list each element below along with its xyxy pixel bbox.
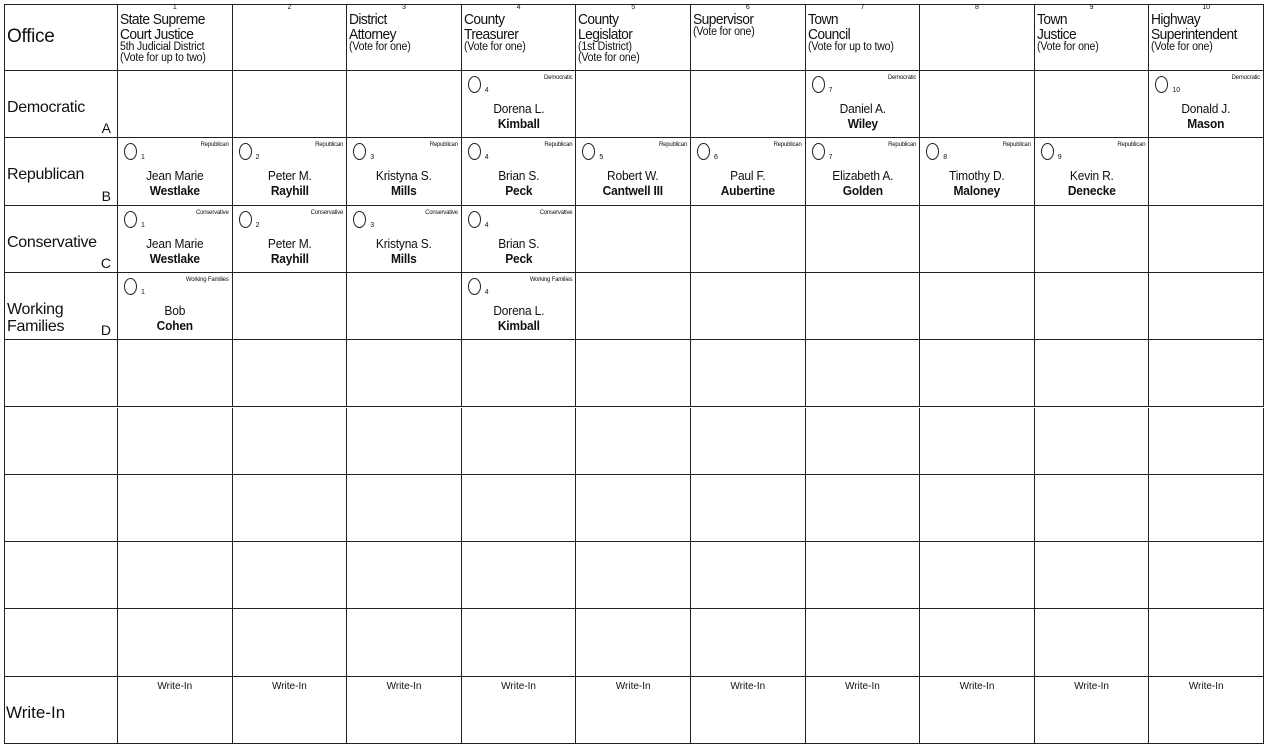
vote-oval[interactable] [239, 211, 252, 228]
empty-cell [1035, 206, 1150, 273]
candidate-last-name: Cantwell III [603, 183, 664, 199]
party-letter: C [100, 254, 111, 271]
candidate-first-name: Robert W. [607, 168, 659, 184]
candidate-cell[interactable] [233, 206, 348, 273]
candidate-first-name: Paul F. [730, 168, 766, 184]
write-in-cell[interactable] [1149, 677, 1264, 744]
empty-cell [347, 542, 462, 609]
office-subtitle-line: (Vote for up to two) [120, 52, 206, 64]
column-number: 9 [1057, 154, 1062, 162]
column-number: 5 [599, 154, 604, 162]
party-label: Republican [200, 142, 229, 149]
empty-cell [347, 475, 462, 542]
empty-cell [691, 206, 806, 273]
empty-cell [347, 408, 462, 475]
empty-cell [576, 609, 691, 676]
candidate-first-name: Daniel A. [839, 101, 886, 116]
party-label: Republican [429, 142, 458, 149]
empty-cell [118, 475, 233, 542]
empty-cell [920, 206, 1035, 273]
candidate-cell[interactable] [806, 138, 921, 205]
party-label: Republican [315, 142, 344, 149]
empty-cell [1035, 340, 1150, 407]
office-title-line: Superintendent [1151, 26, 1238, 43]
column-number: 9 [1089, 4, 1094, 11]
candidate-last-name: Mills [391, 183, 417, 199]
empty-cell [576, 542, 691, 609]
candidate-cell[interactable] [462, 206, 577, 273]
empty-cell [1035, 273, 1150, 340]
column-number: 4 [484, 154, 489, 162]
empty-cell [347, 609, 462, 676]
office-title-line: Court Justice [120, 26, 194, 43]
vote-oval[interactable] [468, 143, 481, 160]
office-title-line: County [463, 11, 505, 28]
empty-cell [920, 340, 1035, 407]
write-in-row-label [4, 677, 118, 744]
empty-cell [576, 71, 691, 138]
office-subtitle-line: (Vote for one) [349, 41, 411, 53]
vote-oval[interactable] [1155, 76, 1168, 93]
vote-oval[interactable] [1041, 143, 1054, 160]
empty-cell [233, 609, 348, 676]
vote-oval[interactable] [124, 211, 137, 228]
empty-cell [920, 408, 1035, 475]
vote-oval[interactable] [468, 76, 481, 93]
party-label: Republican [1117, 142, 1146, 149]
vote-oval[interactable] [812, 76, 825, 93]
office-title-line: Treasurer [463, 26, 519, 43]
empty-cell [806, 475, 921, 542]
column-number: 6 [745, 4, 750, 11]
empty-row-label [4, 408, 118, 475]
candidate-cell[interactable] [691, 138, 806, 205]
column-number: 3 [370, 221, 375, 229]
column-header-1 [118, 4, 233, 71]
empty-cell [920, 71, 1035, 138]
write-in-label: Write-In [157, 680, 193, 692]
column-header-4 [462, 4, 577, 71]
empty-cell [691, 408, 806, 475]
empty-row-label [4, 609, 118, 676]
candidate-cell[interactable] [462, 71, 577, 138]
column-number: 4 [484, 288, 489, 296]
column-number: 5 [631, 4, 636, 11]
office-title-line: Justice [1036, 26, 1076, 43]
empty-cell [920, 609, 1035, 676]
office-title-line: Supervisor [693, 11, 754, 28]
ballot [4, 4, 1264, 744]
office-subtitle-line: (1st District) [578, 41, 633, 53]
empty-cell [1035, 609, 1150, 676]
empty-cell [347, 273, 462, 340]
candidate-last-name: Mason [1187, 116, 1225, 131]
office-title-line: Town [807, 11, 838, 28]
candidate-last-name: Mills [391, 250, 417, 266]
office-title-block [578, 12, 679, 64]
column-number: 1 [141, 154, 145, 162]
empty-cell [233, 408, 348, 475]
candidate-last-name: Golden [842, 183, 883, 199]
candidate-first-name: Bob [164, 302, 186, 318]
column-number: 2 [287, 4, 292, 11]
empty-cell [576, 340, 691, 407]
party-label: Conservative [310, 209, 344, 216]
column-number: 2 [255, 221, 260, 229]
candidate-cell[interactable] [806, 71, 921, 138]
office-subtitle-line: (Vote for up to two) [807, 41, 894, 53]
party-label: Republican [658, 142, 687, 149]
column-header-3 [347, 4, 462, 71]
write-in-cell[interactable] [576, 677, 691, 744]
candidate-cell[interactable] [1035, 138, 1150, 205]
vote-oval[interactable] [124, 143, 137, 160]
write-in-label: Write-In [730, 680, 766, 692]
party-name: Working Families [7, 300, 65, 335]
column-number: 8 [975, 4, 979, 11]
candidate-last-name: Kimball [497, 317, 540, 333]
candidate-first-name: Jean Marie [146, 235, 204, 251]
empty-cell [1149, 206, 1264, 273]
write-in-cell[interactable] [462, 677, 577, 744]
candidate-first-name: Brian S. [498, 235, 540, 251]
candidate-first-name: Kevin R. [1069, 168, 1114, 184]
column-number: 1 [172, 4, 177, 11]
column-number: 8 [943, 154, 948, 162]
empty-cell [1035, 408, 1150, 475]
party-label: Democratic [1231, 75, 1260, 81]
candidate-last-name: Denecke [1067, 183, 1116, 199]
office-subtitle-line: (Vote for one) [463, 41, 526, 53]
write-in-title: Write-In [6, 702, 66, 722]
empty-cell [691, 71, 806, 138]
write-in-label: Write-In [615, 680, 651, 692]
candidate-last-name: Peck [504, 183, 533, 199]
candidate-first-name: Peter M. [267, 235, 312, 251]
candidate-first-name: Timothy D. [949, 168, 1005, 184]
party-letter: A [101, 120, 111, 137]
empty-cell [462, 475, 577, 542]
party-row-label-b [4, 138, 118, 205]
office-title-line: County [578, 11, 619, 28]
empty-cell [920, 273, 1035, 340]
write-in-label: Write-In [386, 680, 422, 692]
party-name: Republican [7, 166, 85, 184]
party-label: Republican [888, 142, 917, 149]
candidate-first-name: Kristyna S. [376, 235, 432, 251]
vote-oval[interactable] [582, 143, 595, 160]
candidate-last-name: Kimball [497, 116, 540, 131]
write-in-label: Write-In [1074, 680, 1109, 692]
write-in-cell[interactable] [347, 677, 462, 744]
empty-cell [1149, 340, 1264, 407]
empty-cell [118, 340, 233, 407]
column-header-2 [233, 4, 348, 71]
party-label: Republican [773, 142, 802, 149]
party-name: Democratic [7, 99, 85, 116]
empty-cell [462, 408, 577, 475]
column-number: 4 [484, 221, 489, 229]
candidate-cell[interactable] [576, 138, 691, 205]
candidate-last-name: Westlake [149, 250, 200, 266]
candidate-cell[interactable] [118, 206, 233, 273]
candidate-cell[interactable] [118, 273, 233, 340]
column-number: 7 [860, 4, 865, 11]
write-in-cell[interactable] [920, 677, 1035, 744]
vote-oval[interactable] [697, 143, 710, 160]
empty-cell [462, 609, 577, 676]
party-row-label-d [4, 273, 118, 340]
office-title-block [120, 12, 221, 64]
candidate-cell[interactable] [347, 206, 462, 273]
office-subtitle-line: (Vote for one) [578, 52, 640, 64]
empty-cell [806, 408, 921, 475]
empty-cell [118, 71, 233, 138]
office-title-line: Legislator [578, 26, 633, 43]
office-subtitle-line: (Vote for one) [1151, 41, 1213, 53]
office-title-block [464, 12, 565, 53]
write-in-cell[interactable] [691, 677, 806, 744]
empty-cell [1035, 71, 1150, 138]
empty-cell [920, 475, 1035, 542]
empty-cell [347, 71, 462, 138]
party-label: Republican [1002, 142, 1031, 149]
empty-cell [233, 71, 348, 138]
column-header-5 [576, 4, 691, 71]
candidate-cell[interactable] [118, 138, 233, 205]
candidate-first-name: Dorena L. [493, 101, 545, 116]
candidate-cell[interactable] [462, 273, 577, 340]
office-subtitle-line: (Vote for one) [1036, 41, 1099, 53]
column-number: 3 [370, 154, 375, 162]
column-number: 1 [141, 221, 145, 229]
office-title-line: Highway [1151, 11, 1201, 28]
empty-row-label [4, 542, 118, 609]
column-number: 4 [516, 4, 521, 11]
empty-cell [691, 609, 806, 676]
candidate-first-name: Jean Marie [146, 168, 204, 184]
candidate-cell[interactable] [920, 138, 1035, 205]
party-name: Conservative [7, 233, 97, 251]
office-title-block [1037, 12, 1138, 53]
empty-cell [462, 542, 577, 609]
party-row-label-c [4, 206, 118, 273]
empty-cell [806, 542, 921, 609]
office-title-block [693, 12, 794, 38]
empty-cell [1149, 475, 1264, 542]
empty-row-label [4, 340, 118, 407]
empty-cell [118, 542, 233, 609]
candidate-last-name: Rayhill [270, 183, 309, 199]
candidate-last-name: Rayhill [270, 250, 309, 266]
write-in-cell[interactable] [1035, 677, 1150, 744]
office-title-block [349, 12, 450, 53]
empty-cell [233, 475, 348, 542]
empty-cell [347, 340, 462, 407]
column-number: 7 [828, 87, 833, 94]
party-label: Working Families [529, 276, 573, 283]
empty-cell [1149, 542, 1264, 609]
office-title-line: Attorney [349, 26, 397, 43]
column-number: 4 [484, 87, 489, 94]
candidate-first-name: Brian S. [498, 168, 540, 184]
column-header-7 [806, 4, 921, 71]
candidate-last-name: Peck [504, 250, 533, 266]
write-in-cell[interactable] [118, 677, 233, 744]
empty-cell [1035, 475, 1150, 542]
vote-oval[interactable] [353, 143, 366, 160]
column-header-8 [920, 4, 1035, 71]
empty-row-label [4, 475, 118, 542]
candidate-cell[interactable] [1149, 71, 1264, 138]
column-number: 1 [141, 288, 145, 296]
empty-cell [118, 609, 233, 676]
empty-cell [576, 475, 691, 542]
empty-cell [576, 273, 691, 340]
office-title-line: Town [1036, 11, 1067, 28]
candidate-cell[interactable] [462, 138, 577, 205]
empty-cell [806, 609, 921, 676]
candidate-first-name: Kristyna S. [376, 168, 432, 184]
write-in-label: Write-In [501, 680, 536, 692]
office-title-line: Council [807, 26, 850, 43]
empty-cell [462, 340, 577, 407]
empty-cell [1149, 408, 1264, 475]
party-label: Working Families [185, 276, 229, 283]
office-label: Office [7, 26, 55, 47]
empty-cell [576, 206, 691, 273]
empty-cell [118, 408, 233, 475]
party-label: Conservative [195, 209, 229, 216]
candidate-last-name: Cohen [156, 317, 193, 333]
vote-oval[interactable] [353, 211, 366, 228]
office-subtitle-line: 5th Judicial District [120, 41, 205, 53]
write-in-cell[interactable] [233, 677, 348, 744]
empty-cell [1149, 273, 1264, 340]
write-in-cell[interactable] [806, 677, 921, 744]
office-title-block [1151, 12, 1252, 53]
empty-cell [576, 408, 691, 475]
column-number: 3 [402, 4, 406, 11]
column-number: 10 [1202, 4, 1211, 11]
vote-oval[interactable] [124, 278, 137, 295]
vote-oval[interactable] [926, 143, 939, 160]
party-label: Republican [544, 142, 573, 149]
write-in-label: Write-In [959, 680, 995, 692]
empty-cell [1149, 138, 1264, 205]
vote-oval[interactable] [468, 211, 481, 228]
empty-cell [691, 340, 806, 407]
candidate-first-name: Elizabeth A. [831, 168, 893, 184]
candidate-last-name: Westlake [149, 183, 200, 199]
empty-cell [806, 273, 921, 340]
write-in-label: Write-In [844, 680, 880, 692]
office-title-line: State Supreme [120, 11, 205, 28]
candidate-first-name: Dorena L. [493, 302, 545, 318]
office-title-line: District [349, 11, 387, 28]
candidate-cell[interactable] [347, 138, 462, 205]
empty-cell [691, 542, 806, 609]
candidate-first-name: Peter M. [267, 168, 312, 184]
column-number: 7 [828, 154, 833, 162]
office-subtitle-line: (Vote for one) [693, 26, 755, 38]
party-label: Democratic [887, 75, 917, 81]
column-number: 6 [714, 154, 718, 162]
party-label: Conservative [539, 209, 573, 216]
vote-oval[interactable] [812, 143, 825, 160]
column-header-10 [1149, 4, 1264, 71]
column-header-6 [691, 4, 806, 71]
write-in-label: Write-In [271, 680, 307, 692]
empty-cell [691, 273, 806, 340]
party-letter: D [100, 322, 111, 339]
empty-cell [233, 542, 348, 609]
column-header-9 [1035, 4, 1150, 71]
empty-cell [691, 475, 806, 542]
candidate-last-name: Aubertine [720, 183, 775, 199]
party-label: Democratic [544, 75, 573, 81]
column-number: 10 [1172, 87, 1181, 94]
candidate-cell[interactable] [233, 138, 348, 205]
empty-cell [920, 542, 1035, 609]
candidate-first-name: Donald J. [1181, 101, 1231, 116]
empty-cell [1035, 542, 1150, 609]
empty-cell [806, 206, 921, 273]
write-in-label: Write-In [1188, 680, 1224, 692]
empty-cell [1149, 609, 1264, 676]
empty-cell [233, 340, 348, 407]
vote-oval[interactable] [468, 278, 481, 295]
party-label: Conservative [425, 209, 458, 216]
column-number: 2 [255, 154, 260, 162]
vote-oval[interactable] [239, 143, 252, 160]
office-header-cell [4, 4, 118, 71]
party-row-label-a [4, 71, 118, 138]
office-title-block [808, 12, 909, 53]
empty-cell [806, 340, 921, 407]
empty-cell [233, 273, 348, 340]
candidate-last-name: Maloney [953, 183, 1001, 199]
candidate-last-name: Wiley [847, 116, 878, 131]
party-letter: B [101, 187, 111, 204]
